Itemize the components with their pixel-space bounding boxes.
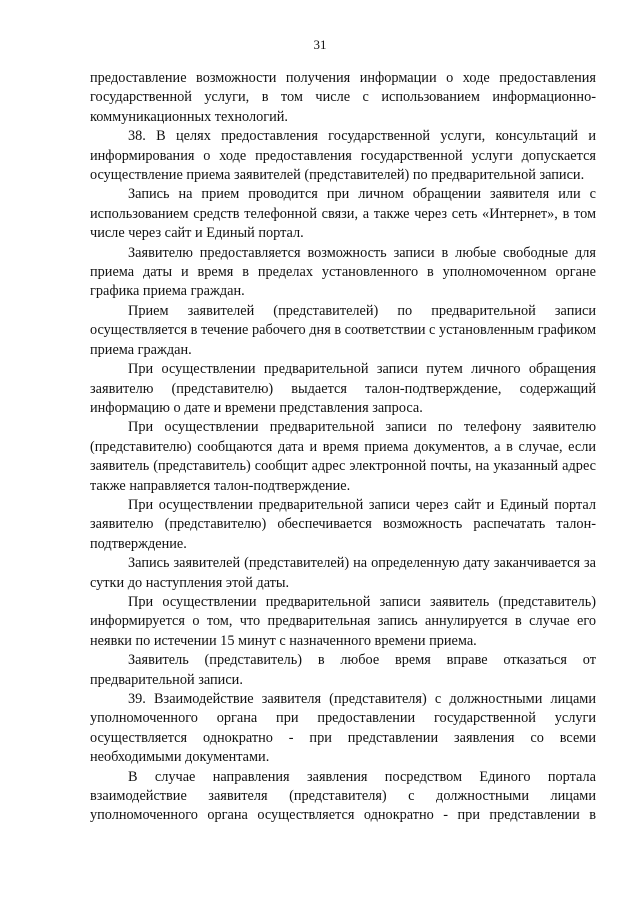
paragraph-personal-visit-ticket: При осуществлении предварительной записи путем личного обращения заявителю (представителю) выдается талон-подтверждение, содержащий информацию о дате и времени представления запроса. xyxy=(90,361,596,416)
paragraph-continuation: предоставление возможности получения информации о ходе предоставления государственной услуги, в том числе с использованием информационно-коммуникационных технологий. xyxy=(90,70,596,125)
paragraph-reception-schedule: Прием заявителей (представителей) по предварительной записи осуществляется в течение рабочего дня в соответствии с установленным графиком приема граждан. xyxy=(90,302,597,358)
paragraph-appointment-methods: Запись на прием проводится при личном обращении заявителя или с использованием средств телефонной связи, а также через сеть «Интернет», в том числе через сайт и Единый портал. xyxy=(90,186,596,242)
paragraph-appointment-availability: Заявителю предоставляется возможность записи в любые свободные для приема даты и время в пределах установленного в уполномоченном органе графика приема граждан. xyxy=(90,244,596,300)
paragraph-item-38: 38. В целях предоставления государственной услуги, консультаций и информирования о ходе предоставления государственной услуги допускается осуществление приема заявителей (представителей) по предварительной записи. xyxy=(90,128,596,184)
paragraph-item-39: 39. Взаимодействие заявителя (представителя) с должностными лицами уполномоченного органа при предоставлении государственной услуги осуществляется однократно - при представлении заявления со всеми необходимыми документами. xyxy=(90,691,596,766)
paragraph-portal-appointment: При осуществлении предварительной записи через сайт и Единый портал заявителю (представителю) обеспечивается возможность распечатать талон-подтверждение. xyxy=(90,496,596,552)
paragraph-phone-appointment: При осуществлении предварительной записи по телефону заявителю (представителю) сообщаются дата и время приема документов, а в случае, если заявитель (представитель) сообщит адрес электронной почты, на указанный адрес также направляется талон-подтверждение. xyxy=(90,419,596,494)
paragraph-portal-interaction: В случае направления заявления посредством Единого портала взаимодействие заявителя (представителя) с должностными лицами уполномоченного органа осуществляется однократно - при представлении в xyxy=(90,768,596,824)
paragraph-right-to-refuse: Заявитель (представитель) в любое время вправе отказаться от предварительной записи. xyxy=(90,652,596,688)
document-body xyxy=(90,69,596,826)
page-number: 31 xyxy=(313,37,327,52)
paragraph-cancellation-notice: При осуществлении предварительной записи заявитель (представитель) информируется о том, что предварительная запись аннулируется в случае его неявки по истечении 15 минут с назначенного времени приема. xyxy=(90,593,596,649)
paragraph-appointment-deadline: Запись заявителей (представителей) на определенную дату заканчивается за сутки до наступления этой даты. xyxy=(90,555,596,591)
